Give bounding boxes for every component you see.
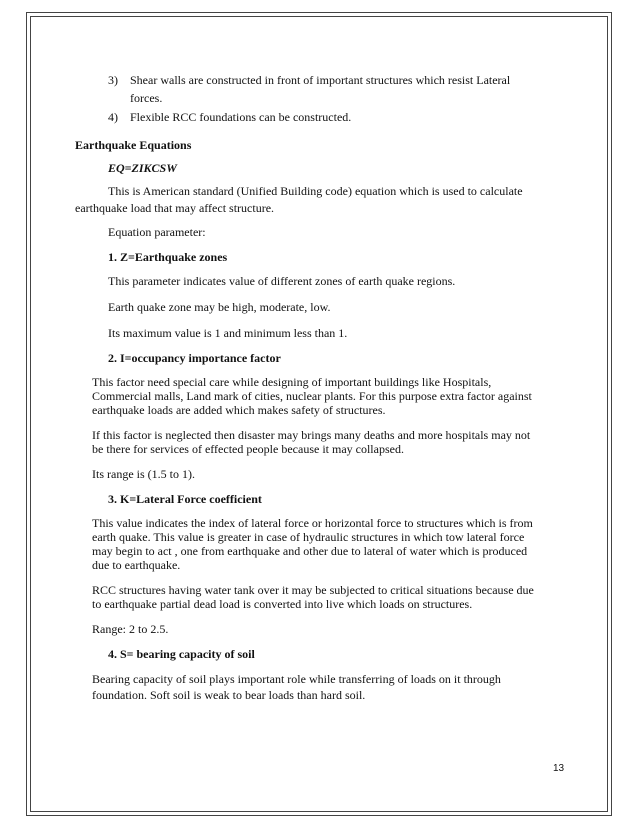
param-text: may begin to act , one from earthquake and other due to lateral of water which is produced: [92, 544, 528, 558]
list-item-num: 3): [108, 73, 118, 87]
list-item-text: Shear walls are constructed in front of important structures which resist Lateral: [130, 73, 511, 87]
list-item-num: 4): [108, 110, 118, 124]
param-text: This value indicates the index of lateral force or horizontal force to structures which is from: [92, 516, 533, 530]
param-label: Equation parameter:: [108, 225, 206, 239]
param-text: to earthquake partial dead load is converted into live which loads on structures.: [92, 597, 473, 611]
equation: EQ=ZIKCSW: [108, 161, 177, 175]
param-text: be there for services of effected people because it may collapsed.: [92, 442, 404, 456]
param-heading: 4. S= bearing capacity of soil: [108, 647, 255, 661]
intro-text: earthquake load that may affect structure.: [75, 201, 275, 215]
param-heading: 2. I=occupancy importance factor: [108, 351, 281, 365]
param-text: Commercial malls, Land mark of cities, nuclear plants. For this purpose extra factor against: [92, 389, 532, 403]
param-text: This factor need special care while designing of important buildings like Hospitals,: [92, 375, 492, 389]
param-text: Bearing capacity of soil plays important role while transferring of loads on it through: [92, 672, 501, 686]
intro-text: This is American standard (Unified Building code) equation which is used to calculate: [108, 184, 523, 198]
param-text: This parameter indicates value of different zones of earth quake regions.: [108, 274, 456, 288]
list-item-text: forces.: [130, 91, 163, 105]
param-text: Range: 2 to 2.5.: [92, 622, 169, 636]
param-text: Its range is (1.5 to 1).: [92, 467, 195, 481]
param-text: If this factor is neglected then disaster may brings many deaths and more hospitals may not: [92, 428, 531, 442]
param-text: earthquake loads are added which makes safety of structures.: [92, 403, 386, 417]
param-text: earth quake. This value is greater in case of hydraulic structures in which tow lateral force: [92, 530, 525, 544]
param-heading: 3. K=Lateral Force coefficient: [108, 492, 262, 506]
section-title: Earthquake Equations: [75, 138, 192, 152]
param-heading: 1. Z=Earthquake zones: [108, 250, 228, 264]
param-text: Its maximum value is 1 and minimum less than 1.: [108, 326, 348, 340]
param-text: foundation. Soft soil is weak to bear loads than hard soil.: [92, 688, 366, 702]
param-text: RCC structures having water tank over it may be subjected to critical situations because due: [92, 583, 534, 597]
list-item-text: Flexible RCC foundations can be constructed.: [130, 110, 352, 124]
page-number: 13: [553, 763, 565, 774]
param-text: due to earthquake.: [92, 558, 181, 572]
param-text: Earth quake zone may be high, moderate, low.: [108, 300, 331, 314]
